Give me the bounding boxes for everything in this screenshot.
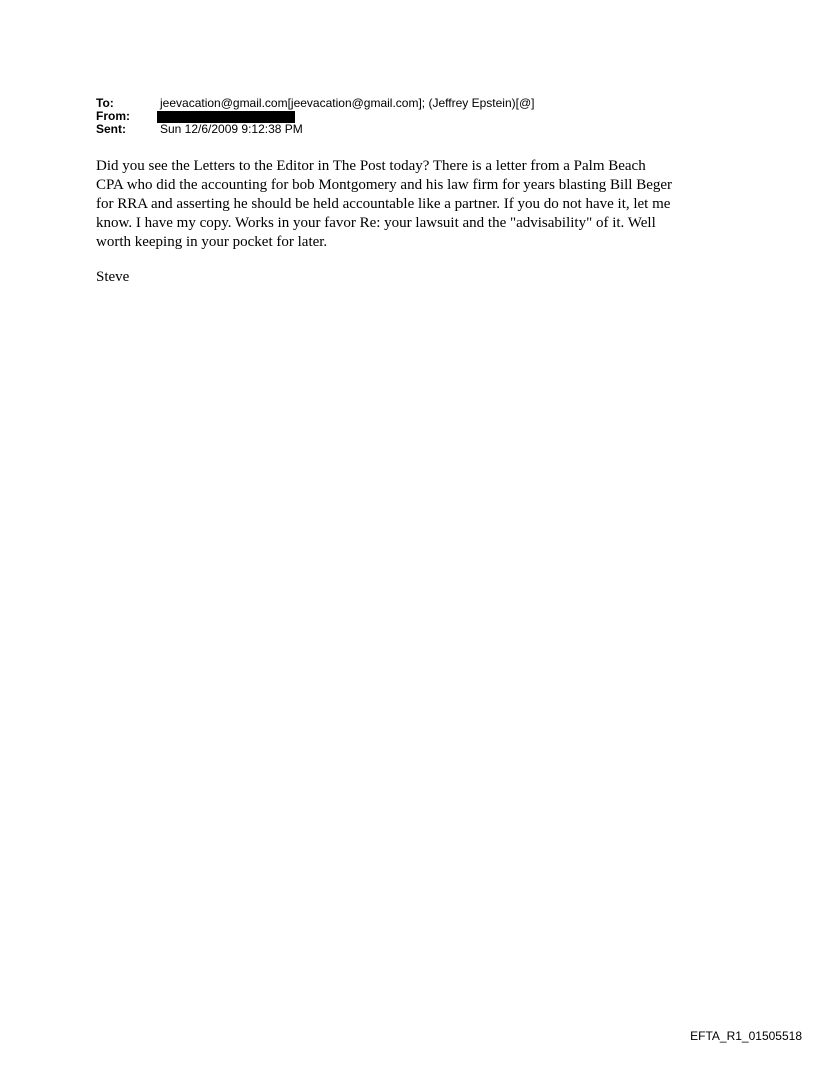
document-id: EFTA_R1_01505518 [690, 1029, 802, 1043]
to-value: jeevacation@gmail.com[jeevacation@gmail.com]; (Jeffrey Epstein)[@] [160, 96, 535, 110]
from-label: From: [96, 109, 130, 123]
body-line-3: for RRA and asserting he should be held accountable like a partner. If you do not have it, let me [96, 196, 671, 212]
email-signature: Steve [96, 269, 130, 285]
email-header [96, 97, 534, 136]
body-line-1: Did you see the Letters to the Editor in The Post today? There is a letter from a Palm Beach [96, 158, 646, 174]
body-line-4: know. I have my copy. Works in your favor Re: your lawsuit and the "advisability" of it. Well [96, 215, 656, 231]
email-body [96, 157, 726, 252]
body-line-2: CPA who did the accounting for bob Montgomery and his law firm for years blasting Bill Beger [96, 177, 673, 193]
body-line-5: worth keeping in your pocket for later. [96, 234, 328, 250]
to-row [96, 97, 534, 110]
from-redaction-box [157, 111, 295, 123]
sent-row [96, 123, 534, 136]
to-label: To: [96, 96, 114, 110]
sent-label: Sent: [96, 122, 126, 136]
sent-value: Sun 12/6/2009 9:12:38 PM [160, 122, 303, 136]
